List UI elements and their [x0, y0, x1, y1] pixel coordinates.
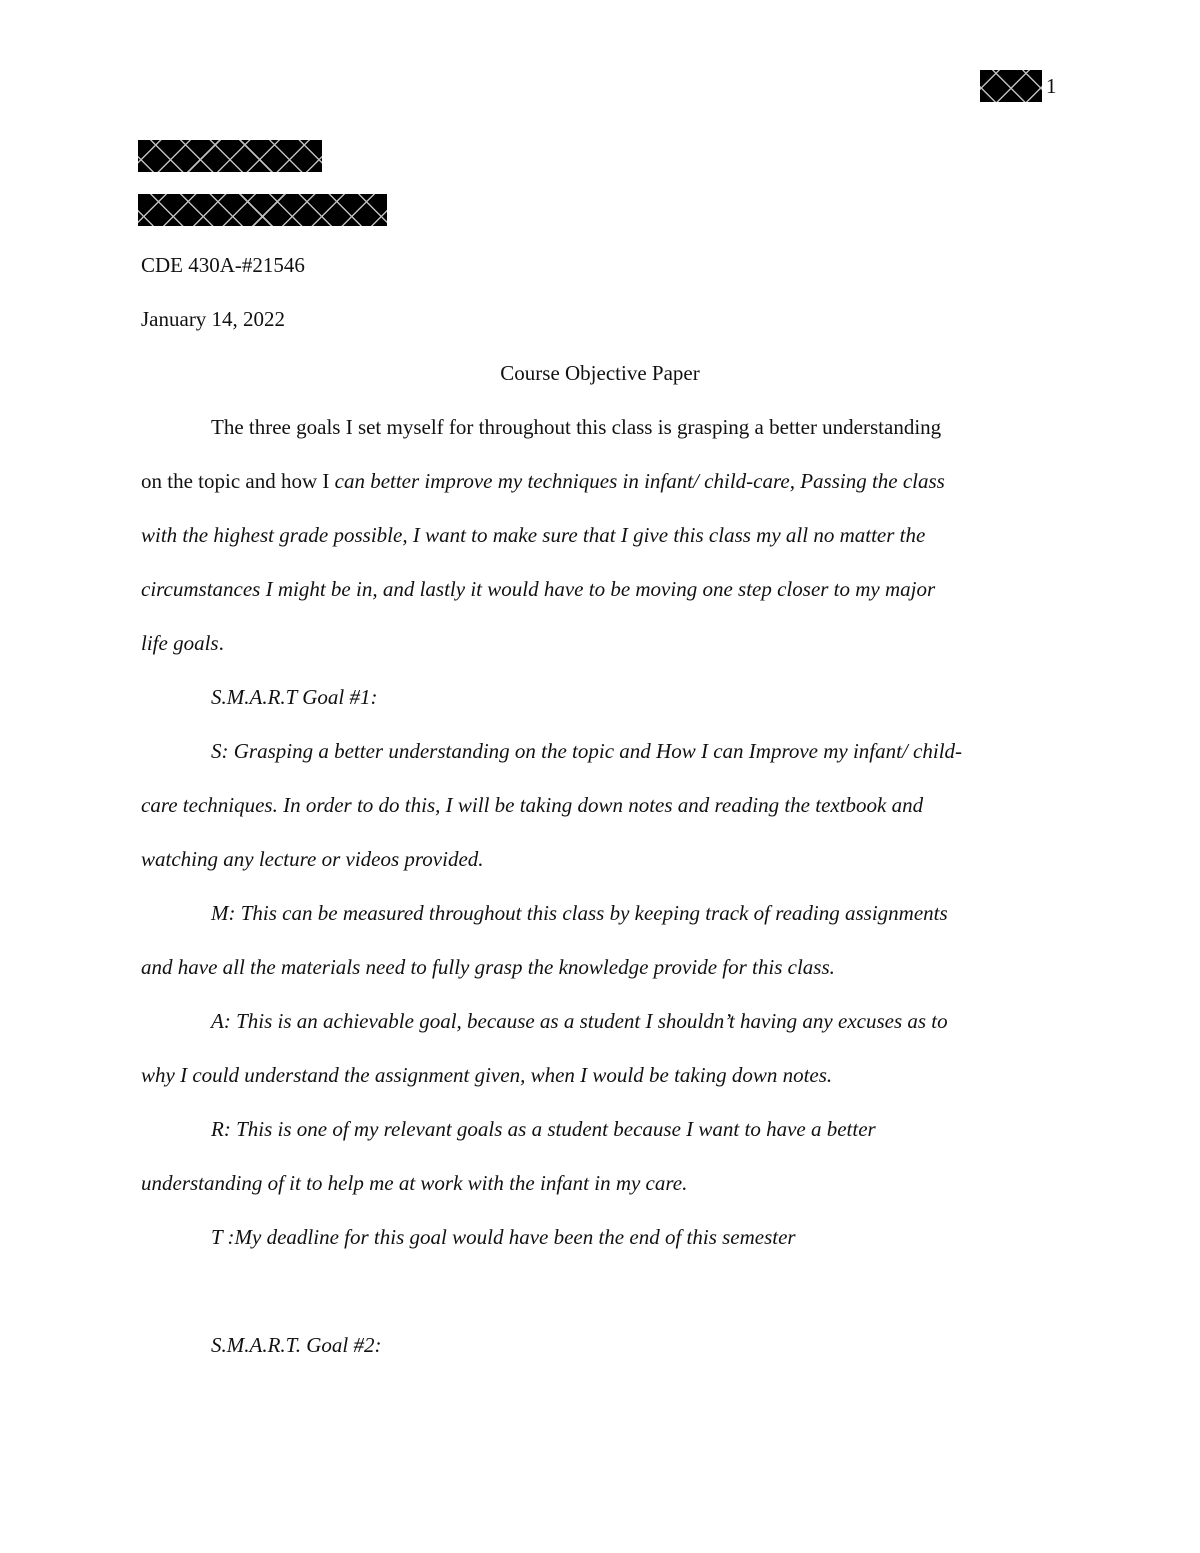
goal1-relevant-line-2-text: understanding of it to help me at work with the infant in my care. — [141, 1171, 688, 1195]
intro-line-4-text: circumstances I might be in, and lastly it would have to be moving one step closer to my major — [141, 577, 936, 601]
goal1-achievable-line-2 — [141, 1062, 832, 1088]
goal1-measurable-line-1 — [211, 900, 948, 926]
goal1-specific-line-3 — [141, 846, 484, 872]
paper-title: Course Objective Paper — [500, 361, 700, 385]
goal1-achievable-line-1 — [211, 1008, 948, 1034]
intro-line-4 — [141, 576, 935, 602]
intro-line-3-text: with the highest grade possible, I want to make sure that I give this class my all no matter the — [141, 523, 926, 547]
intro-line-1: The three goals I set myself for throughout this class is grasping a better understanding — [211, 415, 942, 439]
course-code: CDE 430A-#21546 — [141, 253, 305, 277]
goal1-achievable-line-1-text: A: This is an achievable goal, because as a student I shouldn’t having any excuses as to — [211, 1009, 948, 1033]
goal1-timebound-line-1-text: T :My deadline for this goal would have been the end of this semester — [211, 1225, 796, 1249]
goal1-measurable-line-2-text: and have all the materials need to fully grasp the knowledge provide for this class. — [141, 955, 835, 979]
redacted-instructor-name — [138, 194, 387, 226]
goal1-relevant-line-2 — [141, 1170, 687, 1196]
goal1-timebound-line-1 — [211, 1224, 796, 1250]
goal1-heading — [211, 684, 377, 710]
goal1-specific-line-3-text: watching any lecture or videos provided. — [141, 847, 484, 871]
goal1-achievable-line-2-text: why I could understand the assignment given, when I would be taking down notes. — [141, 1063, 833, 1087]
redacted-header-name — [980, 70, 1042, 102]
intro-line-5-italic: life goals — [141, 631, 219, 655]
goal1-measurable-line-2 — [141, 954, 835, 980]
intro-line-3 — [141, 522, 925, 548]
date: January 14, 2022 — [141, 307, 286, 331]
intro-line-2 — [141, 468, 945, 494]
page-header — [980, 70, 1057, 102]
goal1-heading-text: S.M.A.R.T Goal #1: — [211, 685, 378, 709]
intro-line-5 — [141, 630, 224, 656]
goal1-relevant-line-1-text: R: This is one of my relevant goals as a student because I want to have a better — [211, 1117, 876, 1141]
goal1-specific-line-1 — [211, 738, 962, 764]
redacted-student-name — [138, 140, 322, 172]
goal2-heading — [211, 1332, 382, 1358]
page-number: 1 — [1046, 74, 1057, 98]
goal1-specific-line-2 — [141, 792, 923, 818]
intro-line-5-end: . — [218, 631, 224, 655]
goal1-specific-line-1-text: S: Grasping a better understanding on the topic and How I can Improve my infant/ child- — [211, 739, 963, 763]
goal2-heading-text: S.M.A.R.T. Goal #2: — [211, 1333, 382, 1357]
goal1-specific-line-2-text: care techniques. In order to do this, I will be taking down notes and reading the textbook and — [141, 793, 924, 817]
intro-line-2-italic: can better improve my techniques in infant/ child-care, Passing the class — [334, 469, 945, 493]
goal1-relevant-line-1 — [211, 1116, 876, 1142]
intro-line-2-normal: on the topic and how I — [141, 469, 335, 493]
goal1-measurable-line-1-text: M: This can be measured throughout this class by keeping track of reading assignments — [211, 901, 948, 925]
